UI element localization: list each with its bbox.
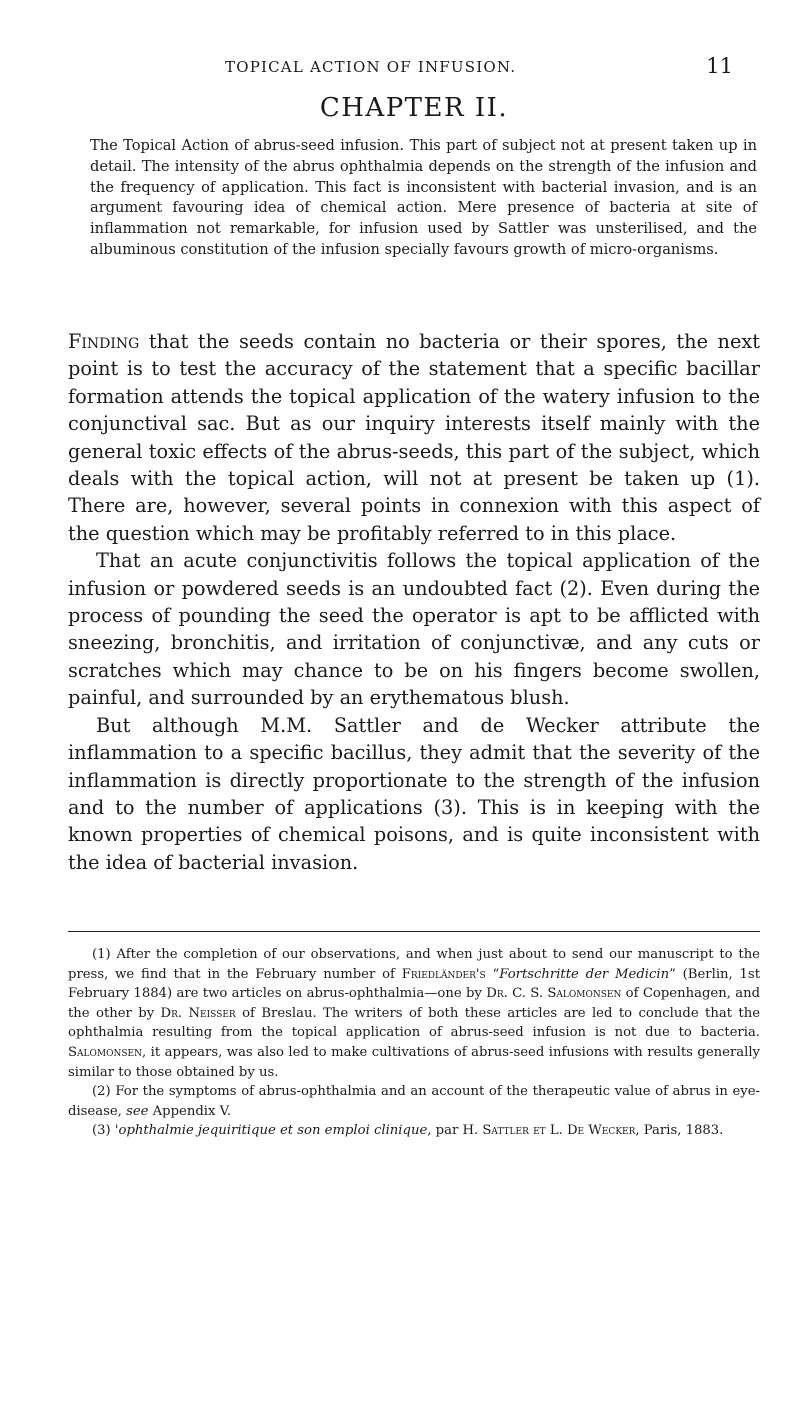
footnote-1-text: (1) After the completion of our observations, and when just about to send our manuscript to the press, we find that in the February number of bbox=[68, 947, 760, 982]
footnote-1-text: ” (Berlin, 1st February 1884) are two articles on abrus-ophthalmia—one by bbox=[68, 966, 761, 1002]
footnote-3-work-title: ophthalmie jequiritique et son emploi clinique bbox=[118, 1123, 428, 1139]
page-number: 11 bbox=[706, 54, 733, 78]
footnote-2 bbox=[68, 1082, 760, 1121]
paragraph-1-text: that the seeds contain no bacteria or their spores, the next point is to test the accuracy of the statement that a specific bacillar formation attends the topical application of the watery infusion to the conjunctival sac. But as our inquiry interests itself mainly with the general toxic effects of the abrus-seeds, this part of the subject, which deals with the topical action, will not at present be taken up (1). There are, however, several points in connexion with this aspect of the question which may be profitably referred to in this place. bbox=[68, 330, 760, 545]
footnote-1-name-salomonsen-2: Salomonsen bbox=[68, 1044, 142, 1060]
footnote-1-name-salomonsen: Dr. C. S. Salomonsen bbox=[486, 986, 622, 1002]
body-text bbox=[68, 328, 760, 876]
footnote-3 bbox=[68, 1121, 760, 1141]
footnote-1-text: , it appears, was also led to make cultivations of abrus-seed infusions with results generally similar to those obtained by us. bbox=[68, 1044, 760, 1080]
footnote-1-text: of Breslau. The writers of both these articles are led to conclude that the ophthalmia resulting from the topical application of abrus-seed infusion is not due to bacteria. bbox=[68, 1005, 761, 1041]
footnote-2-see: see bbox=[126, 1103, 149, 1119]
chapter-title: CHAPTER II. bbox=[319, 93, 509, 123]
paragraph-2: That an acute conjunctivitis follows the topical application of the infusion or powdered seeds is an undoubted fact (2). Even during the process of pounding the seed the operator is apt to be afflicted with sneezing, bronchitis, and irritation of conjunctivæ, and any cuts or scratches which may chance to be on his fingers become swollen, painful, and surrounded by an erythematous blush. bbox=[68, 549, 760, 710]
running-head-title: TOPICAL ACTION OF INFUSION. bbox=[225, 58, 517, 76]
footnote-1-name-friedlander: Friedländer's bbox=[401, 966, 486, 982]
footnote-3-text: , Paris, 1883. bbox=[635, 1123, 724, 1139]
paragraph-1-lead: Finding bbox=[68, 330, 140, 353]
footnote-divider bbox=[68, 931, 760, 932]
footnote-1-text: of Copenhagen, and the other by bbox=[68, 986, 761, 1021]
footnotes bbox=[68, 945, 760, 1141]
footnote-1-name-neisser: Dr. Neisser bbox=[160, 1005, 236, 1021]
footnote-1 bbox=[68, 945, 760, 1082]
footnote-2-text: (2) For the symptoms of abrus-ophthalmia and an account of the therapeutic value of abrus in eye-disease, bbox=[68, 1084, 760, 1119]
footnote-3-text: , par bbox=[427, 1123, 463, 1139]
footnote-1-journal-title: Fortschritte der Medicin bbox=[499, 966, 670, 982]
footnote-3-text: (3) ' bbox=[92, 1123, 119, 1139]
paragraph-1 bbox=[68, 328, 760, 547]
paragraph-3: But although M.M. Sattler and de Wecker attribute the inflammation to a specific bacillus, they admit that the severity of the inflammation is directly proportionate to the strength of the infusion and to the number of applications (3). This is in keeping with the known properties of chemical poisons, and is quite inconsistent with the idea of bacterial invasion. bbox=[68, 713, 760, 874]
footnote-3-authors: H. Sattler et L. De Wecker bbox=[462, 1123, 636, 1139]
chapter-summary: The Topical Action of abrus-seed infusion. This part of subject not at present taken up in detail. The intensity of the abrus ophthalmia depends on the strength of the infusion and the frequency of application. This fact is inconsistent with bacterial invasion, and is an argument favouring idea of chemical action. Mere presence of bacteria at site of inflammation not remarkable, for infusion used by Sattler was unsterilised, and the albuminous constitution of the infusion specially favours growth of micro-organisms. bbox=[90, 137, 757, 258]
footnote-1-text: “ bbox=[485, 966, 500, 982]
running-head bbox=[225, 54, 745, 78]
footnote-2-text: Appendix V. bbox=[148, 1103, 232, 1119]
